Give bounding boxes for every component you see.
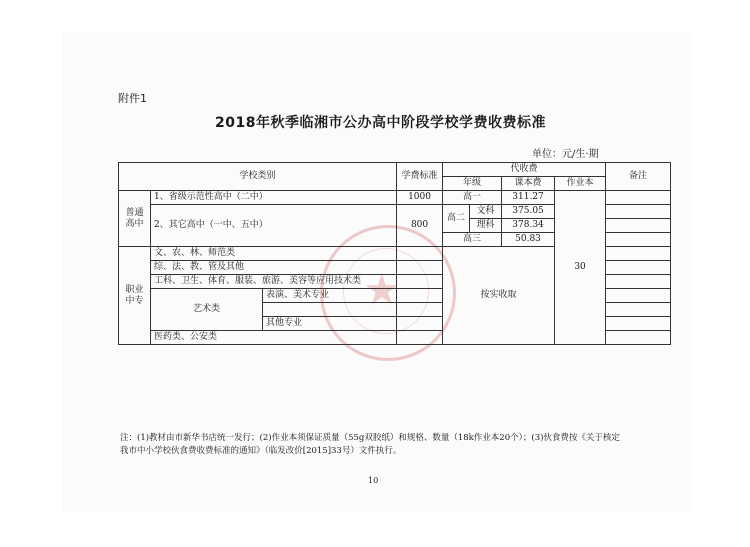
- voc-art-other: 其他专业: [263, 317, 397, 331]
- group-vocational: 职业中专: [119, 247, 151, 345]
- voc-row-1: 文、农、林、师范类: [151, 247, 397, 261]
- grade2-science-fee: 378.34: [502, 219, 555, 233]
- voc-row-medical: 医药类、公安类: [151, 331, 397, 345]
- header-workbook: 作业本: [555, 177, 606, 191]
- header-school-type: 学校类别: [119, 163, 397, 191]
- row2-tuition: 800: [397, 205, 443, 247]
- header-tuition: 学费标准: [397, 163, 443, 191]
- voc-art-performance: 表演、美术专业: [263, 289, 397, 303]
- grade3-fee: 50.83: [502, 233, 555, 247]
- grade2-arts-label: 文科: [470, 205, 502, 219]
- header-collect-fees: 代收费: [443, 163, 606, 177]
- note-cell: [606, 331, 671, 345]
- seal-star-icon: ★: [363, 265, 401, 314]
- row2-type: 2、其它高中（一中、五中）: [151, 205, 397, 247]
- grade2-label: 高二: [443, 205, 470, 233]
- voc-tuition-cell: [397, 331, 443, 345]
- voc-tuition-cell: [397, 317, 443, 331]
- note-cell: [606, 247, 671, 261]
- footnote: [120, 432, 680, 458]
- voc-tuition-cell: [397, 289, 443, 303]
- header-note: 备注: [606, 163, 671, 191]
- grade2-science-label: 理科: [470, 219, 502, 233]
- voc-tuition-cell: [397, 275, 443, 289]
- document-title: 2018年秋季临湘市公办高中阶段学校学费收费标准: [215, 115, 546, 131]
- grade3-label: 高三: [443, 233, 502, 247]
- voc-art-other-blank: [263, 303, 397, 317]
- note-cell: [606, 289, 671, 303]
- grade1-label: 高一: [443, 191, 502, 205]
- row1-tuition: 1000: [397, 191, 443, 205]
- note-cell: [606, 219, 671, 233]
- grade2-arts-fee: 375.05: [502, 205, 555, 219]
- note-cell: [606, 275, 671, 289]
- voc-art-label: 艺术类: [151, 289, 263, 331]
- annex-label: 附件1: [118, 92, 147, 105]
- note-cell: [606, 317, 671, 331]
- note-cell: [606, 233, 671, 247]
- group-general-high: 普通高中: [119, 191, 151, 247]
- row1-type: 1、省级示范性高中（二中）: [151, 191, 397, 205]
- voc-tuition-cell: [397, 261, 443, 275]
- unit-label: 单位：元/生·期: [532, 149, 599, 160]
- note-cell: [606, 261, 671, 275]
- page-number: 10: [368, 476, 379, 485]
- grade1-fee: 311.27: [502, 191, 555, 205]
- footnote-line-2: 我市中小学校伙食费收费标准的通知》（临发改价[2015]33号）文件执行。: [120, 446, 402, 456]
- voc-row-3: 工科、卫生、体育、服装、旅游、美容等应用技术类: [151, 275, 397, 289]
- header-textbook: 课本费: [502, 177, 555, 191]
- voc-row-2: 综、法、教、管及其他: [151, 261, 397, 275]
- voc-collect-method: 按实收取: [443, 247, 555, 345]
- header-grade: 年级: [443, 177, 502, 191]
- note-cell: [606, 191, 671, 205]
- fee-table: [118, 162, 671, 345]
- footnote-line-1: 注：(1)教材由市新华书店统一发行；(2)作业本须保证质量（55g双胶纸）和规格、数量（18k作业本20个）；(3)伙食费按《关于核定: [120, 433, 620, 443]
- voc-tuition-cell: [397, 303, 443, 317]
- voc-tuition-cell: [397, 247, 443, 261]
- note-cell: [606, 205, 671, 219]
- note-cell: [606, 303, 671, 317]
- workbook-fee: 30: [555, 191, 606, 345]
